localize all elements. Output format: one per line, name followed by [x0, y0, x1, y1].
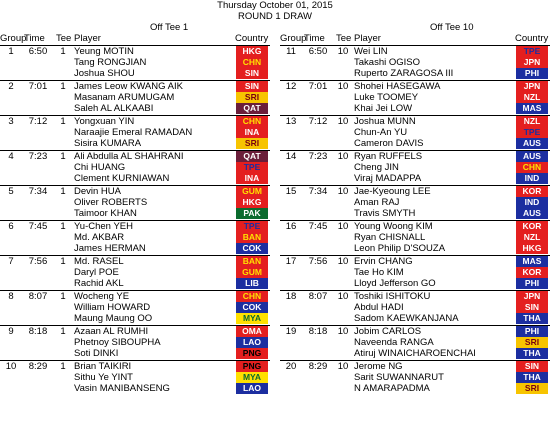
player-name: Yeung MOTIN: [74, 46, 134, 57]
column-header-player: Player: [354, 33, 381, 44]
tee-time: 7:01: [28, 81, 48, 92]
column-header-country: Country: [235, 33, 269, 44]
column-header-row: [0, 33, 270, 44]
country-badge: KOR: [516, 267, 548, 278]
player-name: Ruperto ZARAGOSA III: [354, 68, 454, 79]
tee-number: 1: [60, 326, 66, 337]
group-number: 5: [8, 186, 14, 197]
player-row: [280, 302, 550, 313]
player-name: James HERMAN: [74, 243, 146, 254]
player-name: Aman RAJ: [354, 197, 400, 208]
country-badge: PNG: [236, 361, 268, 372]
group-number: 18: [285, 291, 297, 302]
country-badge: SIN: [236, 81, 268, 92]
tee-time: 7:45: [28, 221, 48, 232]
player-row: [0, 221, 270, 232]
player-row: [0, 267, 270, 278]
country-badge: NZL: [516, 116, 548, 127]
country-badge: MYA: [236, 313, 268, 324]
country-badge: AUS: [516, 151, 548, 162]
country-badge: BAN: [236, 232, 268, 243]
player-row: [280, 361, 550, 372]
country-badge: JPN: [516, 57, 548, 68]
draw-group: [0, 115, 270, 150]
player-row: [0, 372, 270, 383]
player-name: Leon Philip D'SOUZA: [354, 243, 446, 254]
group-number: 13: [285, 116, 297, 127]
country-badge: QAT: [236, 151, 268, 162]
player-row: [0, 81, 270, 92]
country-badge: MAS: [516, 256, 548, 267]
column-header-tee: Tee: [56, 33, 72, 44]
tee-number: 10: [337, 46, 349, 57]
tee-number: 10: [337, 361, 349, 372]
draw-group: [280, 290, 550, 325]
player-row: [280, 372, 550, 383]
group-number: 1: [8, 46, 14, 57]
player-row: [280, 232, 550, 243]
group-number: 11: [286, 46, 296, 57]
tee-number: 1: [60, 81, 66, 92]
player-name: Takashi OGISO: [354, 57, 420, 68]
country-badge: THA: [516, 313, 548, 324]
player-name: Oliver ROBERTS: [74, 197, 148, 208]
player-row: [280, 383, 550, 394]
player-name: Naraajie Emeral RAMADAN: [74, 127, 193, 138]
player-name: Tang RONGJIAN: [74, 57, 147, 68]
player-row: [0, 208, 270, 219]
group-number: 14: [285, 151, 297, 162]
tee-number: 10: [337, 326, 349, 337]
player-name: Lloyd Jefferson GO: [354, 278, 436, 289]
tee-time: 8:29: [308, 361, 328, 372]
player-row: [280, 326, 550, 337]
tee-time: 6:50: [28, 46, 48, 57]
draw-group: [0, 45, 270, 80]
tee-number: 10: [337, 256, 349, 267]
country-badge: QAT: [236, 103, 268, 114]
player-name: Taimoor KHAN: [74, 208, 137, 219]
player-row: [280, 92, 550, 103]
player-row: [280, 267, 550, 278]
player-row: [280, 337, 550, 348]
country-badge: SIN: [516, 302, 548, 313]
player-row: [0, 232, 270, 243]
event-date: Thursday October 01, 2015: [217, 0, 333, 11]
country-badge: SIN: [236, 68, 268, 79]
country-badge: PHI: [516, 326, 548, 337]
player-name: Abdul HADI: [354, 302, 404, 313]
country-badge: TPE: [516, 46, 548, 57]
group-number: 8: [8, 291, 14, 302]
country-badge: CHN: [236, 116, 268, 127]
draw-group: [0, 290, 270, 325]
player-row: [0, 302, 270, 313]
player-name: Soti DINKI: [74, 348, 119, 359]
country-badge: LAO: [236, 383, 268, 394]
country-badge: INA: [236, 127, 268, 138]
player-row: [0, 348, 270, 359]
player-row: [0, 197, 270, 208]
country-badge: CHN: [516, 162, 548, 173]
tee-time: 7:45: [308, 221, 328, 232]
tee-number: 10: [337, 151, 349, 162]
player-row: [280, 348, 550, 359]
player-row: [280, 68, 550, 79]
country-badge: THA: [516, 348, 548, 359]
player-name: Sadom KAEWKANJANA: [354, 313, 459, 324]
tee-time: 7:23: [28, 151, 48, 162]
player-name: Luke TOOMEY: [354, 92, 419, 103]
draw-group: [280, 220, 550, 255]
country-badge: KOR: [516, 221, 548, 232]
group-number: 4: [8, 151, 14, 162]
group-number: 12: [285, 81, 297, 92]
player-row: [0, 46, 270, 57]
group-number: 20: [285, 361, 297, 372]
player-name: Ali Abdulla AL SHAHRANI: [74, 151, 184, 162]
tee-title: Off Tee 10: [430, 22, 474, 33]
player-name: Md. AKBAR: [74, 232, 125, 243]
tee-time: 8:07: [28, 291, 48, 302]
country-badge: TPE: [236, 162, 268, 173]
column-header-group: Group: [280, 33, 307, 44]
country-badge: AUS: [516, 138, 548, 149]
country-badge: PAK: [236, 208, 268, 219]
draw-group: [0, 360, 270, 395]
country-badge: HKG: [516, 243, 548, 254]
tee-time: 7:01: [308, 81, 328, 92]
tee-number: 10: [337, 186, 349, 197]
tee-number: 1: [60, 291, 66, 302]
player-name: Joshua MUNN: [354, 116, 416, 127]
player-row: [0, 162, 270, 173]
group-number: 15: [285, 186, 297, 197]
tee-number: 10: [337, 291, 349, 302]
tee-time: 7:12: [308, 116, 328, 127]
tee-time: 7:56: [308, 256, 328, 267]
country-badge: JPN: [516, 81, 548, 92]
player-name: Masanam ARUMUGAM: [74, 92, 175, 103]
group-number: 16: [285, 221, 297, 232]
player-name: Naveenda RANGA: [354, 337, 434, 348]
country-badge: SRI: [516, 337, 548, 348]
column-header-tee: Tee: [336, 33, 352, 44]
country-badge: INA: [236, 173, 268, 184]
tee-number: 1: [60, 256, 66, 267]
player-row: [280, 116, 550, 127]
player-name: Yu-Chen YEH: [74, 221, 133, 232]
tee-number: 1: [60, 221, 66, 232]
country-badge: NZL: [516, 232, 548, 243]
player-name: Atiruj WINAICHAROENCHAI: [354, 348, 476, 359]
player-row: [280, 57, 550, 68]
player-name: Ryan RUFFELS: [354, 151, 423, 162]
player-row: [280, 243, 550, 254]
column-header-time: Time: [304, 33, 325, 44]
player-row: [280, 151, 550, 162]
country-badge: GUM: [236, 267, 268, 278]
player-name: Saleh AL ALKAABI: [74, 103, 154, 114]
player-name: Phetnoy SIBOUPHA: [74, 337, 161, 348]
player-name: Sithu Ye YINT: [74, 372, 133, 383]
player-name: Yongxuan YIN: [74, 116, 135, 127]
player-row: [280, 221, 550, 232]
tee-time: 8:07: [308, 291, 328, 302]
player-name: Jae-Kyeoung LEE: [354, 186, 431, 197]
player-name: Devin HUA: [74, 186, 121, 197]
player-name: Joshua SHOU: [74, 68, 135, 79]
country-badge: IND: [516, 173, 548, 184]
group-number: 17: [285, 256, 297, 267]
country-badge: PHI: [516, 68, 548, 79]
player-name: Wocheng YE: [74, 291, 130, 302]
country-badge: MYA: [236, 372, 268, 383]
draw-group: [280, 325, 550, 360]
player-name: Daryl POE: [74, 267, 119, 278]
draw-group: [0, 325, 270, 360]
player-name: Shohei HASEGAWA: [354, 81, 441, 92]
group-number: 9: [8, 326, 14, 337]
tee-number: 1: [60, 361, 66, 372]
tee-number: 1: [60, 116, 66, 127]
player-name: William HOWARD: [74, 302, 151, 313]
country-badge: MAS: [516, 103, 548, 114]
player-name: Wei LIN: [354, 46, 388, 57]
player-row: [280, 81, 550, 92]
player-row: [280, 103, 550, 114]
column-header-row: [280, 33, 550, 44]
player-row: [280, 278, 550, 289]
player-name: N AMARAPADMA: [354, 383, 430, 394]
player-row: [280, 208, 550, 219]
draw-group: [280, 255, 550, 290]
round-title: ROUND 1 DRAW: [237, 11, 313, 22]
country-badge: JPN: [516, 291, 548, 302]
country-badge: PNG: [236, 348, 268, 359]
group-number: 19: [285, 326, 297, 337]
player-name: Sarit SUWANNARUT: [354, 372, 444, 383]
tee-time: 7:34: [28, 186, 48, 197]
player-row: [280, 46, 550, 57]
player-name: Sisira KUMARA: [74, 138, 142, 149]
player-name: Clement KURNIAWAN: [74, 173, 170, 184]
player-name: Brian TAIKIRI: [74, 361, 132, 372]
player-name: Travis SMYTH: [354, 208, 416, 219]
player-name: Jobim CARLOS: [354, 326, 422, 337]
player-name: Azaan AL RUMHI: [74, 326, 149, 337]
player-row: [280, 162, 550, 173]
player-row: [0, 313, 270, 324]
draw-group: [0, 150, 270, 185]
player-row: [0, 103, 270, 114]
country-badge: BAN: [236, 256, 268, 267]
player-name: Md. RASEL: [74, 256, 124, 267]
group-number: 10: [5, 361, 17, 372]
tee-time: 8:18: [28, 326, 48, 337]
player-name: Cheng JIN: [354, 162, 399, 173]
country-badge: COK: [236, 243, 268, 254]
country-badge: IND: [516, 197, 548, 208]
tee-title: Off Tee 1: [150, 22, 189, 33]
player-name: Jerome NG: [354, 361, 403, 372]
tee-time: 8:18: [308, 326, 328, 337]
country-badge: HKG: [236, 197, 268, 208]
player-name: Vasin MANIBANSENG: [74, 383, 170, 394]
country-badge: SRI: [236, 92, 268, 103]
tee-time: 7:34: [308, 186, 328, 197]
tee-number: 1: [60, 186, 66, 197]
country-badge: SRI: [516, 383, 548, 394]
player-name: Viraj MADAPPA: [354, 173, 422, 184]
draw-group: [0, 220, 270, 255]
player-name: Khai Jei LOW: [354, 103, 413, 114]
group-number: 2: [8, 81, 14, 92]
country-badge: HKG: [236, 46, 268, 57]
player-row: [280, 186, 550, 197]
draw-group: [280, 185, 550, 220]
country-badge: CHN: [236, 57, 268, 68]
country-badge: NZL: [516, 92, 548, 103]
draw-group: [0, 80, 270, 115]
player-row: [0, 361, 270, 372]
country-badge: PHI: [516, 278, 548, 289]
player-name: Ervin CHANG: [354, 256, 413, 267]
player-name: Cameron DAVIS: [354, 138, 424, 149]
player-name: Chun-An YU: [354, 127, 408, 138]
country-badge: LIB: [236, 278, 268, 289]
player-name: Tae Ho KIM: [354, 267, 404, 278]
player-row: [0, 243, 270, 254]
tee-time: 7:56: [28, 256, 48, 267]
player-row: [0, 278, 270, 289]
player-row: [0, 138, 270, 149]
draw-group: [0, 255, 270, 290]
country-badge: KOR: [516, 186, 548, 197]
player-row: [0, 151, 270, 162]
draw-group: [280, 150, 550, 185]
column-header-group: Group: [0, 33, 27, 44]
country-badge: THA: [516, 372, 548, 383]
player-name: Rachid AKL: [74, 278, 124, 289]
tee-number: 1: [60, 151, 66, 162]
tee-time: 7:12: [28, 116, 48, 127]
tee-number: 10: [337, 221, 349, 232]
country-badge: GUM: [236, 186, 268, 197]
player-row: [0, 68, 270, 79]
country-badge: LAO: [236, 337, 268, 348]
country-badge: CHN: [236, 291, 268, 302]
country-badge: TPE: [236, 221, 268, 232]
player-row: [0, 337, 270, 348]
player-row: [280, 138, 550, 149]
player-row: [280, 291, 550, 302]
group-number: 6: [8, 221, 14, 232]
tee-number: 1: [60, 46, 66, 57]
tee-number: 10: [337, 116, 349, 127]
player-name: Ryan CHISNALL: [354, 232, 426, 243]
player-row: [280, 197, 550, 208]
tee-time: 8:29: [28, 361, 48, 372]
draw-group: [280, 45, 550, 80]
draw-group: [280, 80, 550, 115]
group-number: 7: [8, 256, 14, 267]
player-name: Young Woong KIM: [354, 221, 433, 232]
player-row: [0, 127, 270, 138]
country-badge: TPE: [516, 127, 548, 138]
column-header-country: Country: [515, 33, 549, 44]
player-row: [280, 256, 550, 267]
country-badge: AUS: [516, 208, 548, 219]
player-row: [0, 173, 270, 184]
player-name: Toshiki ISHITOKU: [354, 291, 431, 302]
country-badge: SRI: [236, 138, 268, 149]
player-row: [0, 383, 270, 394]
draw-group: [280, 360, 550, 395]
player-row: [0, 116, 270, 127]
player-row: [280, 127, 550, 138]
column-header-time: Time: [24, 33, 45, 44]
player-row: [0, 256, 270, 267]
player-row: [0, 326, 270, 337]
column-header-player: Player: [74, 33, 101, 44]
tee-time: 6:50: [308, 46, 328, 57]
player-row: [0, 92, 270, 103]
group-number: 3: [8, 116, 14, 127]
draw-group: [280, 115, 550, 150]
tee-number: 10: [337, 81, 349, 92]
tee-time: 7:23: [308, 151, 328, 162]
player-name: James Leow KWANG AIK: [74, 81, 183, 92]
country-badge: SIN: [516, 361, 548, 372]
player-row: [0, 186, 270, 197]
player-row: [0, 291, 270, 302]
player-name: Maung Maung OO: [74, 313, 153, 324]
player-row: [280, 173, 550, 184]
player-row: [280, 313, 550, 324]
player-row: [0, 57, 270, 68]
draw-group: [0, 185, 270, 220]
country-badge: COK: [236, 302, 268, 313]
country-badge: OMA: [236, 326, 268, 337]
player-name: Chi HUANG: [74, 162, 126, 173]
